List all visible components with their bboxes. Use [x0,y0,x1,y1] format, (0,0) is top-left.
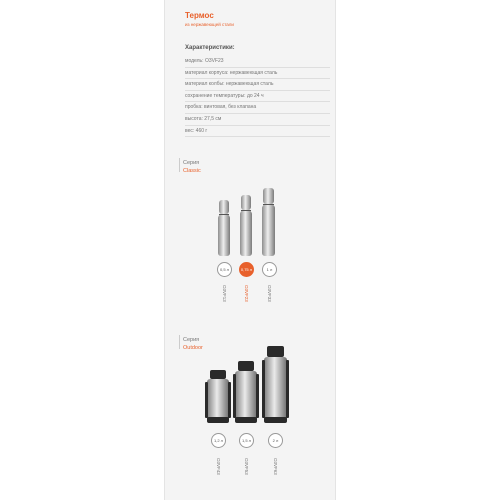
specs-list [185,56,330,137]
product-title: Термос [185,11,214,20]
product-info-panel [164,0,336,500]
size-badge: 1 л [262,262,277,277]
series-divider [179,335,180,349]
size-badge-active: 0,75 л [239,262,254,277]
spec-row: материал колбы: нержавеющая сталь [185,79,330,91]
model-label: O3VF63 [273,458,278,475]
thermos-classic-medium [239,195,253,256]
thermos-classic-large [261,188,276,256]
model-label: O3VF53 [244,458,249,475]
size-badge: 1,5 л [239,433,254,448]
series-label: Серия [183,160,200,166]
size-badge: 2 л [268,433,283,448]
specs-heading: Характеристики: [185,45,235,51]
thermos-outdoor-medium [233,361,259,424]
product-subtitle: из нержавеющей стали [185,22,234,27]
thermos-classic-small [217,200,231,256]
spec-row: высота: 27,5 см [185,114,330,126]
spec-row: пробка: винтовая, без клапана [185,102,330,114]
model-label: O3VF13 [222,285,227,302]
spec-row: модель: O3VF23 [185,56,330,68]
series-name-outdoor: Outdoor [183,345,203,351]
series-divider [179,158,180,172]
model-label: O3VF33 [267,285,272,302]
size-badge: 1,2 л [211,433,226,448]
model-label-active: O3VF23 [244,285,249,302]
spec-row: сохранение температуры: до 24 ч [185,91,330,103]
spec-row: вес: 460 г [185,126,330,138]
thermos-outdoor-small [205,370,231,424]
model-label: O3VF43 [216,458,221,475]
series-name-classic: Classic [183,168,201,174]
thermos-outdoor-large [262,346,289,424]
spec-row: материал корпуса: нержавеющая сталь [185,68,330,80]
size-badge: 0,5 л [217,262,232,277]
series-label: Серия [183,337,200,343]
